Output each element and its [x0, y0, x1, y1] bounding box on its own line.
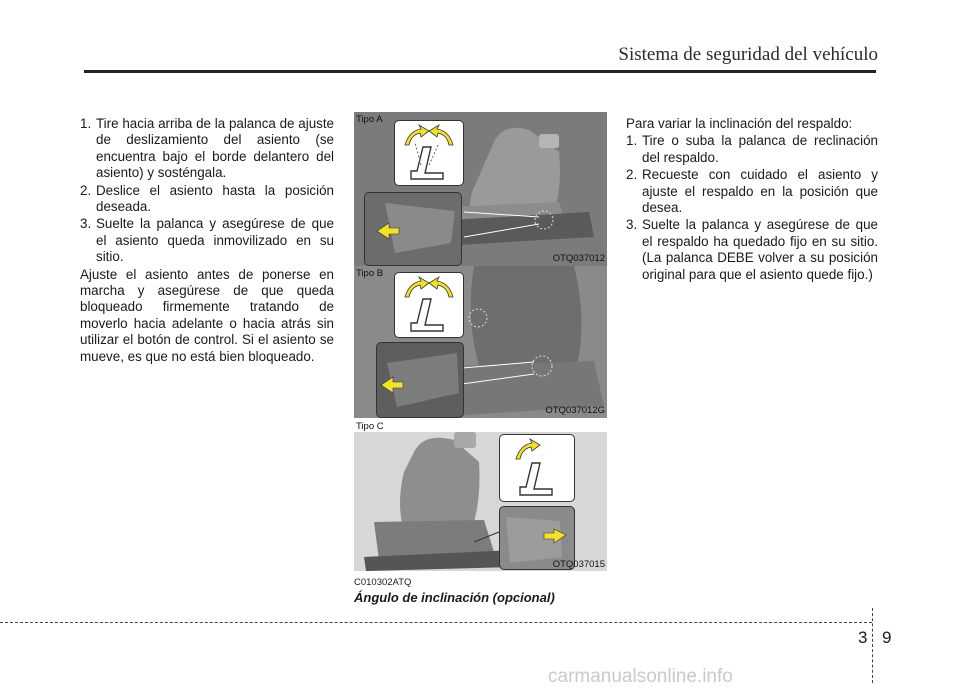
list-item: 3. Suelte la palanca y asegúrese de que el asiento queda inmovilizado en su sitio.: [80, 216, 334, 265]
figure-code-a: OTQ037012: [552, 253, 605, 264]
recline-diagram-inset: [499, 434, 575, 502]
watermark: carmanualsonline.info: [548, 666, 733, 687]
type-a-label: Tipo A: [356, 114, 383, 125]
recline-diagram-inset: [394, 272, 464, 338]
lever-arrow-icon: [365, 193, 461, 265]
lever-closeup-inset: [376, 342, 464, 418]
chapter-number: 3: [858, 628, 868, 647]
recline-arrows-icon: [395, 273, 463, 337]
right-column: [626, 116, 878, 284]
figure-code-b: OTQ037012G: [545, 405, 605, 416]
seat-photo-type-c: [354, 432, 607, 571]
figure-code-c: OTQ037015: [552, 559, 605, 570]
seat-photo-type-a: [354, 112, 607, 266]
lever-arrow-icon: [377, 343, 463, 417]
recline-steps: [626, 133, 878, 283]
footer-divider: [872, 608, 873, 683]
figure-caption: Ángulo de inclinación (opcional): [354, 590, 555, 605]
warning-paragraph: Ajuste el asiento antes de ponerse en marcha y asegúrese de que queda bloqueado firmemente tratando de moverlo hacia adelante o hacia atrás sin utilizar el botón de control. Si el asiento se mueve, es que no está bien bloqueado.: [80, 266, 334, 364]
lever-closeup-inset: [364, 192, 462, 266]
recline-intro: Para variar la inclinación del respaldo:: [626, 116, 853, 131]
list-item: 3. Suelte la palanca y asegúrese de que el respaldo ha quedado fijo en su sitio. (La palanca DEBE volver a su posición original para que el asiento quede fijo.): [626, 217, 878, 282]
type-b-label: Tipo B: [356, 268, 384, 279]
header-title: Sistema de seguridad del vehículo: [618, 44, 878, 65]
recline-arrows-icon: [500, 435, 574, 501]
list-item: 2. Recueste con cuidado el asiento y ajuste el respaldo en la posición que desea.: [626, 167, 878, 216]
left-column: [80, 116, 334, 365]
recline-arrows-icon: [395, 121, 463, 185]
header-rule: [84, 70, 876, 73]
caption-code: C010302ATQ: [354, 577, 412, 588]
type-c-label: Tipo C: [356, 421, 384, 432]
footer-rule: [0, 622, 872, 623]
list-item: 2. Deslice el asiento hasta la posición deseada.: [80, 182, 334, 215]
recline-diagram-inset: [394, 120, 464, 186]
page-number: 9: [882, 628, 892, 647]
list-item: 1. Tire hacia arriba de la palanca de ajuste de deslizamiento del asiento (se encuentra bajo el borde delantero del asiento) y sosténgala.: [80, 116, 334, 181]
seat-photo-type-b: [354, 266, 607, 418]
list-item: 1. Tire o suba la palanca de reclinación del respaldo.: [626, 133, 878, 165]
slide-steps: [80, 116, 334, 266]
